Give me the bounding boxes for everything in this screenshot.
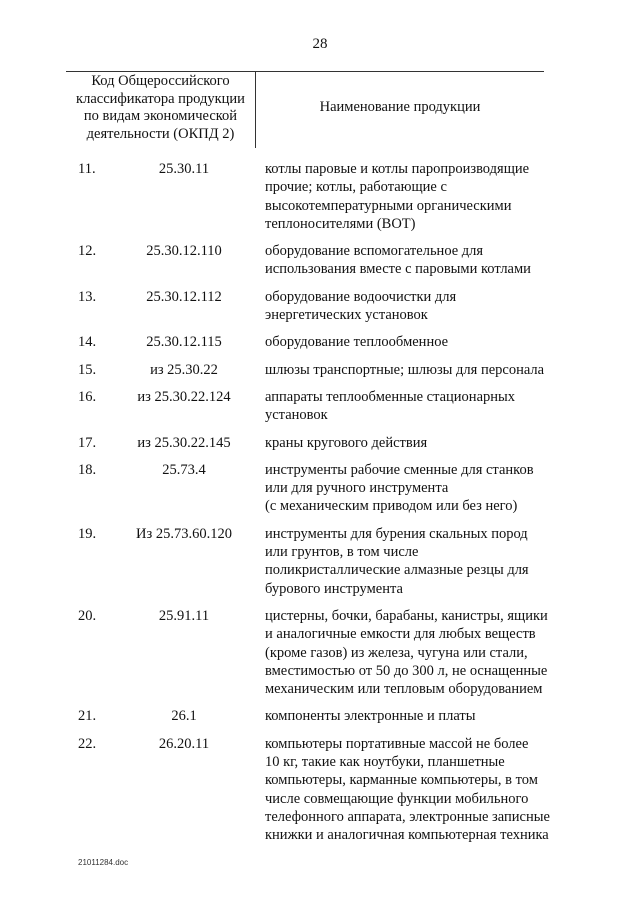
row-code: из 25.30.22.145 <box>137 434 231 451</box>
row-name: краны кругового действия <box>265 434 428 451</box>
table-row <box>0 607 640 698</box>
row-number: 21. <box>78 708 97 725</box>
table-row <box>0 525 640 598</box>
row-number: 19. <box>78 525 97 542</box>
row-name: цистерны, бочки, барабаны, канистры, ящики и аналогичные емкости для любых веществ (кроме газов) из железа, чугуна или стали, вместимостью от 50 до 300 л, не оснащенные механическим или тепловым оборудованием <box>265 607 548 698</box>
row-code: Из 25.73.60.120 <box>136 525 232 542</box>
row-code: 25.91.11 <box>158 607 210 624</box>
row-name: аппараты теплообменные стационарных установок <box>265 388 516 424</box>
page-number: 28 <box>312 36 328 52</box>
row-code: 25.30.11 <box>158 161 210 177</box>
row-name: компоненты электронные и платы <box>265 708 476 725</box>
row-name: оборудование теплообменное <box>265 334 449 351</box>
row-code: из 25.30.22.124 <box>137 388 231 405</box>
row-number: 22. <box>78 735 97 752</box>
row-code: 25.30.12.115 <box>146 334 222 351</box>
product-table <box>0 160 640 854</box>
table-row <box>0 461 640 516</box>
header-top-rule <box>66 71 544 72</box>
row-number: 12. <box>78 243 97 260</box>
row-number: 16. <box>78 388 97 405</box>
header-code-column <box>66 73 255 143</box>
header-code-text: Код Общероссийского классификатора продукции по видам экономической деятельности (ОКПД 2) <box>76 73 245 142</box>
row-number: 15. <box>78 361 97 378</box>
table-row <box>0 160 640 233</box>
row-name: инструменты рабочие сменные для станков или для ручного инструмента (с механическим приводом или без него) <box>265 461 534 515</box>
table-row <box>0 361 640 379</box>
row-name: оборудование водоочистки для энергетических установок <box>265 288 457 324</box>
row-code: 26.20.11 <box>158 735 210 752</box>
row-number: 13. <box>78 288 97 305</box>
row-name: котлы паровые и котлы паропроизводящие прочие; котлы, работающие с высокотемпературными органическими теплоносителями (ВОТ) <box>265 161 530 232</box>
row-code: 25.30.12.112 <box>146 288 222 305</box>
table-row <box>0 434 640 452</box>
row-name: компьютеры портативные массой не более 10 кг, такие как ноутбуки, планшетные компьютеры, карманные компьютеры, в том числе совмещающие функции мобильного телефонного аппарата, электронные записные книжки и аналогичная компьютерная техника <box>265 735 550 844</box>
row-code: 26.1 <box>171 708 197 725</box>
row-number: 20. <box>78 607 97 624</box>
table-row <box>0 333 640 351</box>
header-name-column <box>256 98 544 116</box>
row-number: 18. <box>78 461 97 478</box>
row-code: 25.73.4 <box>162 461 206 478</box>
row-number: 11. <box>78 161 96 177</box>
row-number: 17. <box>78 434 97 451</box>
document-filename: 21011284.doc <box>78 858 129 867</box>
row-number: 14. <box>78 334 97 351</box>
row-name: шлюзы транспортные; шлюзы для персонала <box>265 361 545 378</box>
row-name: оборудование вспомогательное для использования вместе с паровыми котлами <box>265 243 531 278</box>
table-row <box>0 735 640 845</box>
table-row <box>0 707 640 725</box>
row-code: 25.30.12.110 <box>146 243 222 260</box>
table-row <box>0 288 640 325</box>
table-row <box>0 388 640 425</box>
header-name-text: Наименование продукции <box>319 99 481 115</box>
table-row <box>0 242 640 279</box>
row-name: инструменты для бурения скальных пород или грунтов, в том числе поликристаллические алмазные резцы для бурового инструмента <box>265 525 529 597</box>
row-code: из 25.30.22 <box>150 361 218 378</box>
